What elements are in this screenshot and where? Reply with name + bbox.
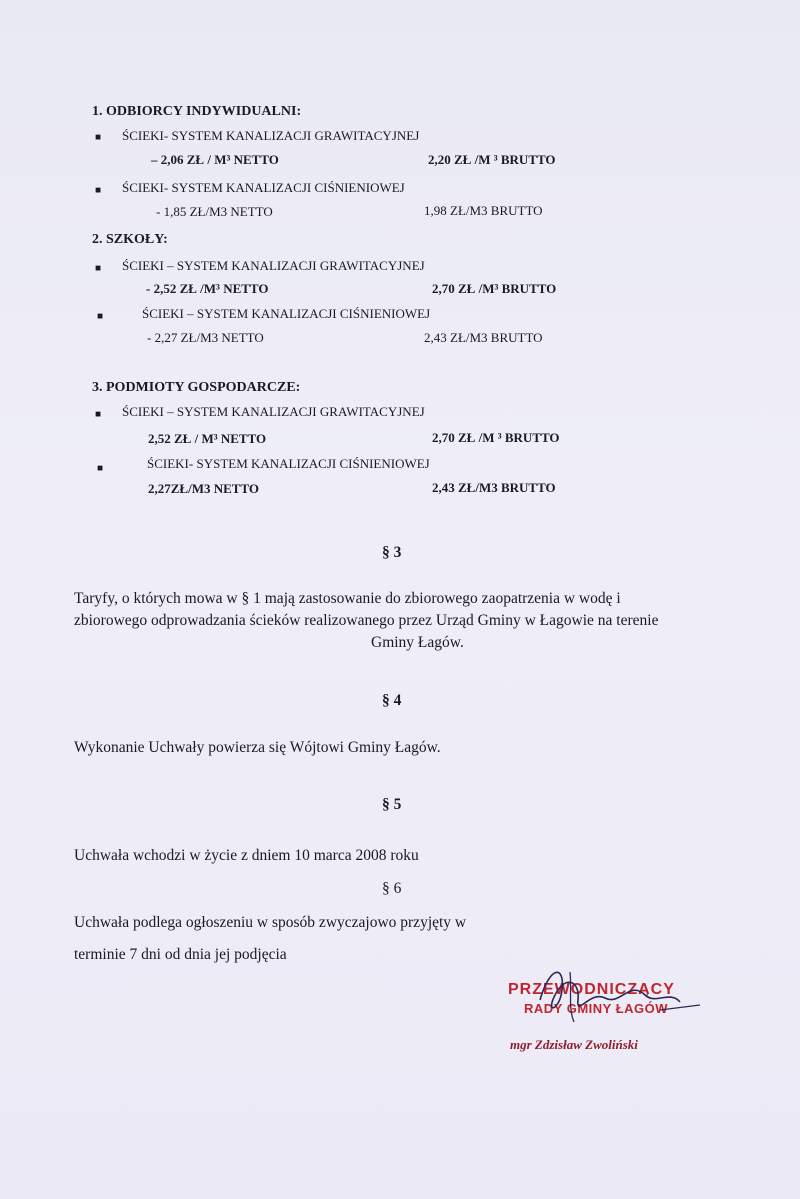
item-netto: - 2,52 ZŁ /M³ NETTO	[146, 281, 269, 296]
bullet-icon: ■	[95, 132, 102, 143]
paragraph-3-title: § 3	[382, 544, 402, 561]
item-brutto: 2,20 ZŁ /M ³ BRUTTO	[428, 152, 556, 167]
item-netto: – 2,06 ZŁ / M³ NETTO	[151, 152, 279, 167]
item-label: ŚCIEKI – SYSTEM KANALIZACJI GRAWITACYJNEJ	[122, 404, 425, 419]
item-netto: - 1,85 ZŁ/M3 NETTO	[156, 204, 273, 219]
bullet-icon: ■	[95, 409, 102, 420]
section-heading-schools: 2. SZKOŁY:	[92, 232, 168, 247]
paragraph-4-text: Wykonanie Uchwały powierza się Wójtowi Gminy Łagów.	[74, 739, 441, 756]
item-brutto: 2,70 ZŁ /M ³ BRUTTO	[432, 430, 560, 445]
section-heading-businesses: 3. PODMIOTY GOSPODARCZE:	[92, 380, 301, 395]
bullet-icon: ■	[95, 263, 102, 274]
item-netto: 2,52 ZŁ / M³ NETTO	[148, 431, 267, 446]
paragraph-6-line-2: terminie 7 dni od dnia jej podjęcia	[74, 946, 287, 963]
paragraph-3-line-2: zbiorowego odprowadzania ścieków realizowanego przez Urząd Gminy w Łagowie na terenie	[74, 612, 659, 629]
section-heading-individual: 1. ODBIORCY INDYWIDUALNI:	[92, 104, 302, 119]
paragraph-3-line-1: Taryfy, o których mowa w § 1 mają zastosowanie do zbiorowego zaopatrzenia w wodę i	[74, 590, 621, 607]
stamp-title: PRZEWODNICZĄCY	[508, 981, 675, 998]
signer-name: mgr Zdzisław Zwoliński	[510, 1037, 638, 1052]
paragraph-4-title: § 4	[382, 692, 402, 709]
bullet-icon: ■	[95, 185, 102, 196]
item-brutto: 2,70 ZŁ /M³ BRUTTO	[432, 281, 557, 296]
item-brutto: 1,98 ZŁ/M3 BRUTTO	[424, 203, 543, 218]
stamp-subtitle: RADY GMINY ŁAGÓW	[524, 1001, 669, 1016]
paragraph-3-line-3: Gminy Łagów.	[371, 634, 464, 651]
item-label: ŚCIEKI – SYSTEM KANALIZACJI CIŚNIENIOWEJ	[142, 306, 431, 321]
item-label: ŚCIEKI- SYSTEM KANALIZACJI GRAWITACYJNEJ	[122, 128, 420, 143]
paragraph-6-title: § 6	[382, 880, 402, 897]
paragraph-6-line-1: Uchwała podlega ogłoszeniu w sposób zwyczajowo przyjęty w	[74, 914, 467, 931]
paragraph-5-text: Uchwała wchodzi w życie z dniem 10 marca 2008 roku	[74, 847, 419, 864]
bullet-icon: ■	[97, 463, 104, 474]
bullet-icon: ■	[97, 311, 104, 322]
paragraph-5-title: § 5	[382, 796, 402, 813]
item-label: ŚCIEKI- SYSTEM KANALIZACJI CIŚNIENIOWEJ	[122, 180, 405, 195]
item-netto: - 2,27 ZŁ/M3 NETTO	[147, 330, 264, 345]
handwritten-signature-icon	[510, 960, 710, 1030]
item-label: ŚCIEKI – SYSTEM KANALIZACJI GRAWITACYJNEJ	[122, 258, 425, 273]
item-label: ŚCIEKI- SYSTEM KANALIZACJI CIŚNIENIOWEJ	[147, 456, 430, 471]
item-netto: 2,27ZŁ/M3 NETTO	[148, 481, 260, 496]
item-brutto: 2,43 ZŁ/M3 BRUTTO	[432, 480, 556, 495]
item-brutto: 2,43 ZŁ/M3 BRUTTO	[424, 330, 543, 345]
